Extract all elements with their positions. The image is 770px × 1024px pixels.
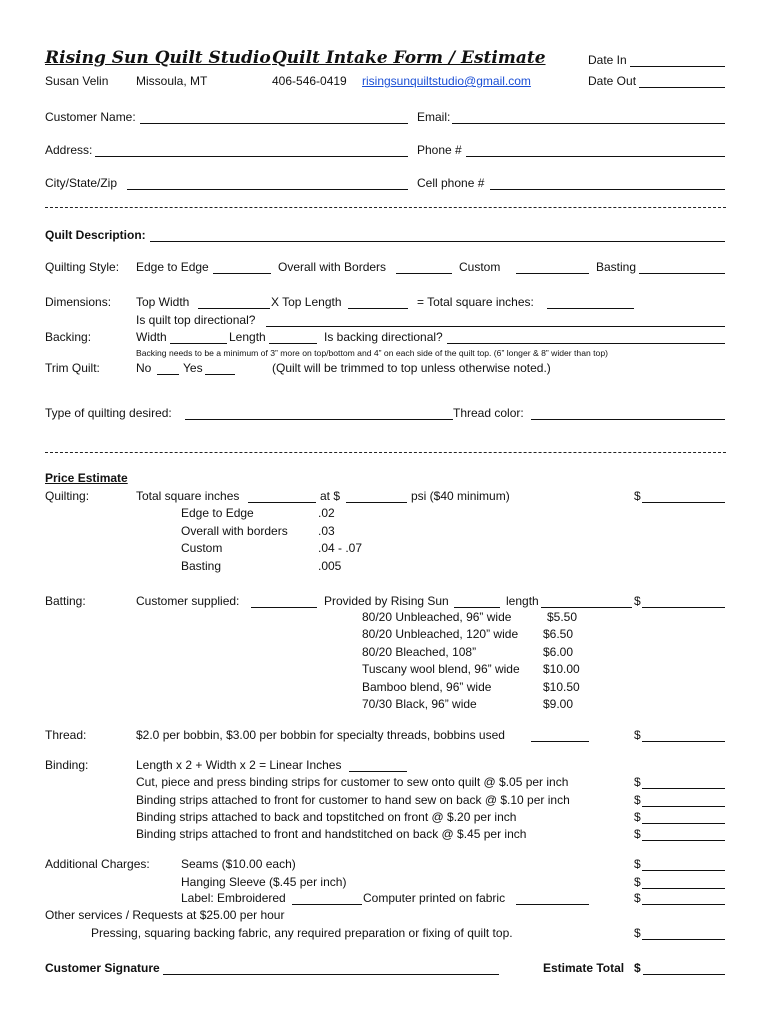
label-embroidered: Label: Embroidered (181, 891, 286, 905)
customer-supplied-label: Customer supplied: (136, 594, 240, 608)
section-divider (45, 207, 726, 208)
binding-option: Binding strips attached to front and handstitched on back @ $.45 per inch (136, 827, 527, 841)
customer-name-label: Customer Name: (45, 110, 136, 124)
estimate-total-field[interactable] (643, 961, 725, 975)
date-in-label: Date In (588, 53, 627, 67)
rate-value: .005 (318, 559, 342, 573)
backing-width-label: Width (136, 330, 167, 344)
label-embroidered-field[interactable] (292, 891, 362, 905)
studio-city: Missoula, MT (136, 74, 208, 88)
style-custom: Custom (459, 260, 501, 274)
batting-length-label: length (506, 594, 539, 608)
trim-yes-field[interactable] (205, 361, 235, 375)
date-out-label: Date Out (588, 74, 637, 88)
backing-length-label: Length (229, 330, 266, 344)
hanging-sleeve-charge: Hanging Sleeve ($.45 per inch) (181, 875, 347, 889)
phone-field[interactable] (466, 143, 725, 157)
form-title: Quilt Intake Form / Estimate (272, 48, 546, 68)
other-services-total-field[interactable] (642, 926, 725, 940)
quilting-total-field[interactable] (642, 489, 725, 503)
batting-option-name: Bamboo blend, 96” wide (362, 680, 492, 694)
total-square-label: = Total square inches: (417, 295, 534, 309)
trim-yes-label: Yes (183, 361, 203, 375)
dollar-sign: $ (634, 793, 641, 807)
city-state-zip-field[interactable] (127, 176, 408, 190)
top-width-label: Top Width (136, 295, 190, 309)
dollar-sign: $ (634, 728, 641, 742)
quilting-style-label: Quilting Style: (45, 260, 120, 274)
style-basting-field[interactable] (639, 260, 725, 274)
studio-name: Rising Sun Quilt Studio (45, 48, 271, 68)
quilting-type-field[interactable] (185, 406, 453, 420)
batting-option-price: $10.00 (543, 662, 580, 676)
price-estimate-heading: Price Estimate (45, 471, 128, 485)
backing-label: Backing: (45, 330, 92, 344)
binding-label: Binding: (45, 758, 89, 772)
batting-total-field[interactable] (642, 594, 725, 608)
backing-directional-label: Is backing directional? (324, 330, 443, 344)
pressing-services: Pressing, squaring backing fabric, any required preparation or fixing of quilt top. (91, 926, 513, 940)
style-custom-field[interactable] (516, 260, 589, 274)
other-services: Other services / Requests at $25.00 per hour (45, 908, 285, 922)
address-field[interactable] (95, 143, 408, 157)
thread-color-field[interactable] (531, 406, 725, 420)
binding-total-field[interactable] (642, 793, 725, 807)
binding-formula: Length x 2 + Width x 2 = Linear Inches (136, 758, 342, 772)
backing-directional-field[interactable] (447, 330, 725, 344)
batting-option-name: 70/30 Black, 96” wide (362, 697, 477, 711)
style-basting: Basting (596, 260, 637, 274)
binding-total-field[interactable] (642, 810, 725, 824)
dimensions-label: Dimensions: (45, 295, 112, 309)
rate-value: .03 (318, 524, 335, 538)
section-divider (45, 452, 726, 453)
top-width-field[interactable] (198, 295, 270, 309)
thread-price-label: Thread: (45, 728, 87, 742)
date-out-field[interactable] (639, 74, 725, 88)
trim-no-label: No (136, 361, 152, 375)
at-rate-label: at $ (320, 489, 341, 503)
provided-by-label: Provided by Rising Sun (324, 594, 449, 608)
thread-total-field[interactable] (642, 728, 725, 742)
trim-note: (Quilt will be trimmed to top unless otherwise noted.) (272, 361, 551, 375)
top-directional-field[interactable] (266, 313, 725, 327)
batting-length-field[interactable] (541, 594, 632, 608)
additional-charges-label: Additional Charges: (45, 857, 150, 871)
backing-width-field[interactable] (170, 330, 227, 344)
binding-option: Binding strips attached to back and topstitched on front @ $.20 per inch (136, 810, 517, 824)
rate-name: Edge to Edge (181, 506, 254, 520)
style-overall-borders-field[interactable] (396, 260, 452, 274)
rate-name: Basting (181, 559, 222, 573)
batting-label: Batting: (45, 594, 86, 608)
top-length-label: X Top Length (271, 295, 342, 309)
quilting-sq-field[interactable] (248, 489, 316, 503)
top-length-field[interactable] (348, 295, 408, 309)
batting-option-name: Tuscany wool blend, 96” wide (362, 662, 520, 676)
style-overall-borders: Overall with Borders (278, 260, 387, 274)
customer-signature-label: Customer Signature (45, 961, 160, 975)
customer-signature-field[interactable] (163, 961, 499, 975)
studio-phone: 406-546-0419 (272, 74, 347, 88)
provided-by-field[interactable] (454, 594, 500, 608)
style-edge-to-edge-field[interactable] (213, 260, 271, 274)
batting-option-price: $6.00 (543, 645, 574, 659)
binding-option: Binding strips attached to front for customer to hand sew on back @ $.10 per inch (136, 793, 570, 807)
seams-charge: Seams ($10.00 each) (181, 857, 296, 871)
dollar-sign: $ (634, 961, 641, 975)
psi-minimum-label: psi ($40 minimum) (411, 489, 510, 503)
backing-length-field[interactable] (269, 330, 317, 344)
label-computer-field[interactable] (516, 891, 589, 905)
quilt-description-field[interactable] (150, 228, 725, 242)
dollar-sign: $ (634, 926, 641, 940)
dollar-sign: $ (634, 891, 641, 905)
quilting-price-label: Quilting: (45, 489, 90, 503)
binding-option: Cut, piece and press binding strips for customer to sew onto quilt @ $.05 per inch (136, 775, 569, 789)
phone-label: Phone # (417, 143, 462, 157)
rate-value: .02 (318, 506, 335, 520)
total-square-inches-label: Total square inches (136, 489, 240, 503)
batting-option-name: 80/20 Unbleached, 120” wide (362, 627, 519, 641)
trim-no-field[interactable] (157, 361, 179, 375)
batting-option-name: 80/20 Bleached, 108” (362, 645, 477, 659)
quilt-description-label: Quilt Description: (45, 228, 146, 242)
rate-name: Custom (181, 541, 223, 555)
owner-name: Susan Velin (45, 74, 109, 88)
batting-option-price: $10.50 (543, 680, 580, 694)
sleeve-total-field[interactable] (642, 875, 725, 889)
customer-supplied-field[interactable] (251, 594, 317, 608)
label-computer-printed: Computer printed on fabric (363, 891, 506, 905)
total-square-field[interactable] (547, 295, 634, 309)
estimate-total-label: Estimate Total (543, 961, 625, 975)
backing-note: Backing needs to be a minimum of 3” more on top/bottom and 4” on each side of the quilt top. (6” longer & 8” wider than top) (136, 348, 608, 358)
label-total-field[interactable] (642, 891, 725, 905)
quilting-type-label: Type of quilting desired: (45, 406, 172, 420)
batting-option-price: $9.00 (543, 697, 574, 711)
style-edge-to-edge: Edge to Edge (136, 260, 209, 274)
thread-price-text: $2.0 per bobbin, $3.00 per bobbin for specialty threads, bobbins used (136, 728, 505, 742)
address-label: Address: (45, 143, 93, 157)
cell-phone-field[interactable] (490, 176, 725, 190)
dollar-sign: $ (634, 810, 641, 824)
batting-option-name: 80/20 Unbleached, 96” wide (362, 610, 512, 624)
linear-inches-field[interactable] (349, 758, 407, 772)
batting-option-price: $5.50 (547, 610, 578, 624)
rate-value: .04 - .07 (318, 541, 363, 555)
dollar-sign: $ (634, 857, 641, 871)
customer-email-field[interactable] (452, 110, 725, 124)
binding-total-field[interactable] (642, 775, 725, 789)
top-directional-label: Is quilt top directional? (136, 313, 256, 327)
dollar-sign: $ (634, 827, 641, 841)
city-state-zip-label: City/State/Zip (45, 176, 118, 190)
trim-quilt-label: Trim Quilt: (45, 361, 100, 375)
dollar-sign: $ (634, 875, 641, 889)
date-in-field[interactable] (630, 53, 725, 67)
bobbins-used-field[interactable] (531, 728, 589, 742)
dollar-sign: $ (634, 489, 641, 503)
customer-name-field[interactable] (140, 110, 408, 124)
customer-email-label: Email: (417, 110, 451, 124)
seams-total-field[interactable] (642, 857, 725, 871)
binding-total-field[interactable] (642, 827, 725, 841)
thread-color-label: Thread color: (453, 406, 524, 420)
rate-name: Overall with borders (181, 524, 288, 538)
dollar-sign: $ (634, 775, 641, 789)
dollar-sign: $ (634, 594, 641, 608)
quilting-rate-field[interactable] (346, 489, 407, 503)
studio-email-link[interactable]: risingsunquiltstudio@gmail.com (362, 74, 531, 88)
batting-option-price: $6.50 (543, 627, 574, 641)
cell-phone-label: Cell phone # (417, 176, 485, 190)
